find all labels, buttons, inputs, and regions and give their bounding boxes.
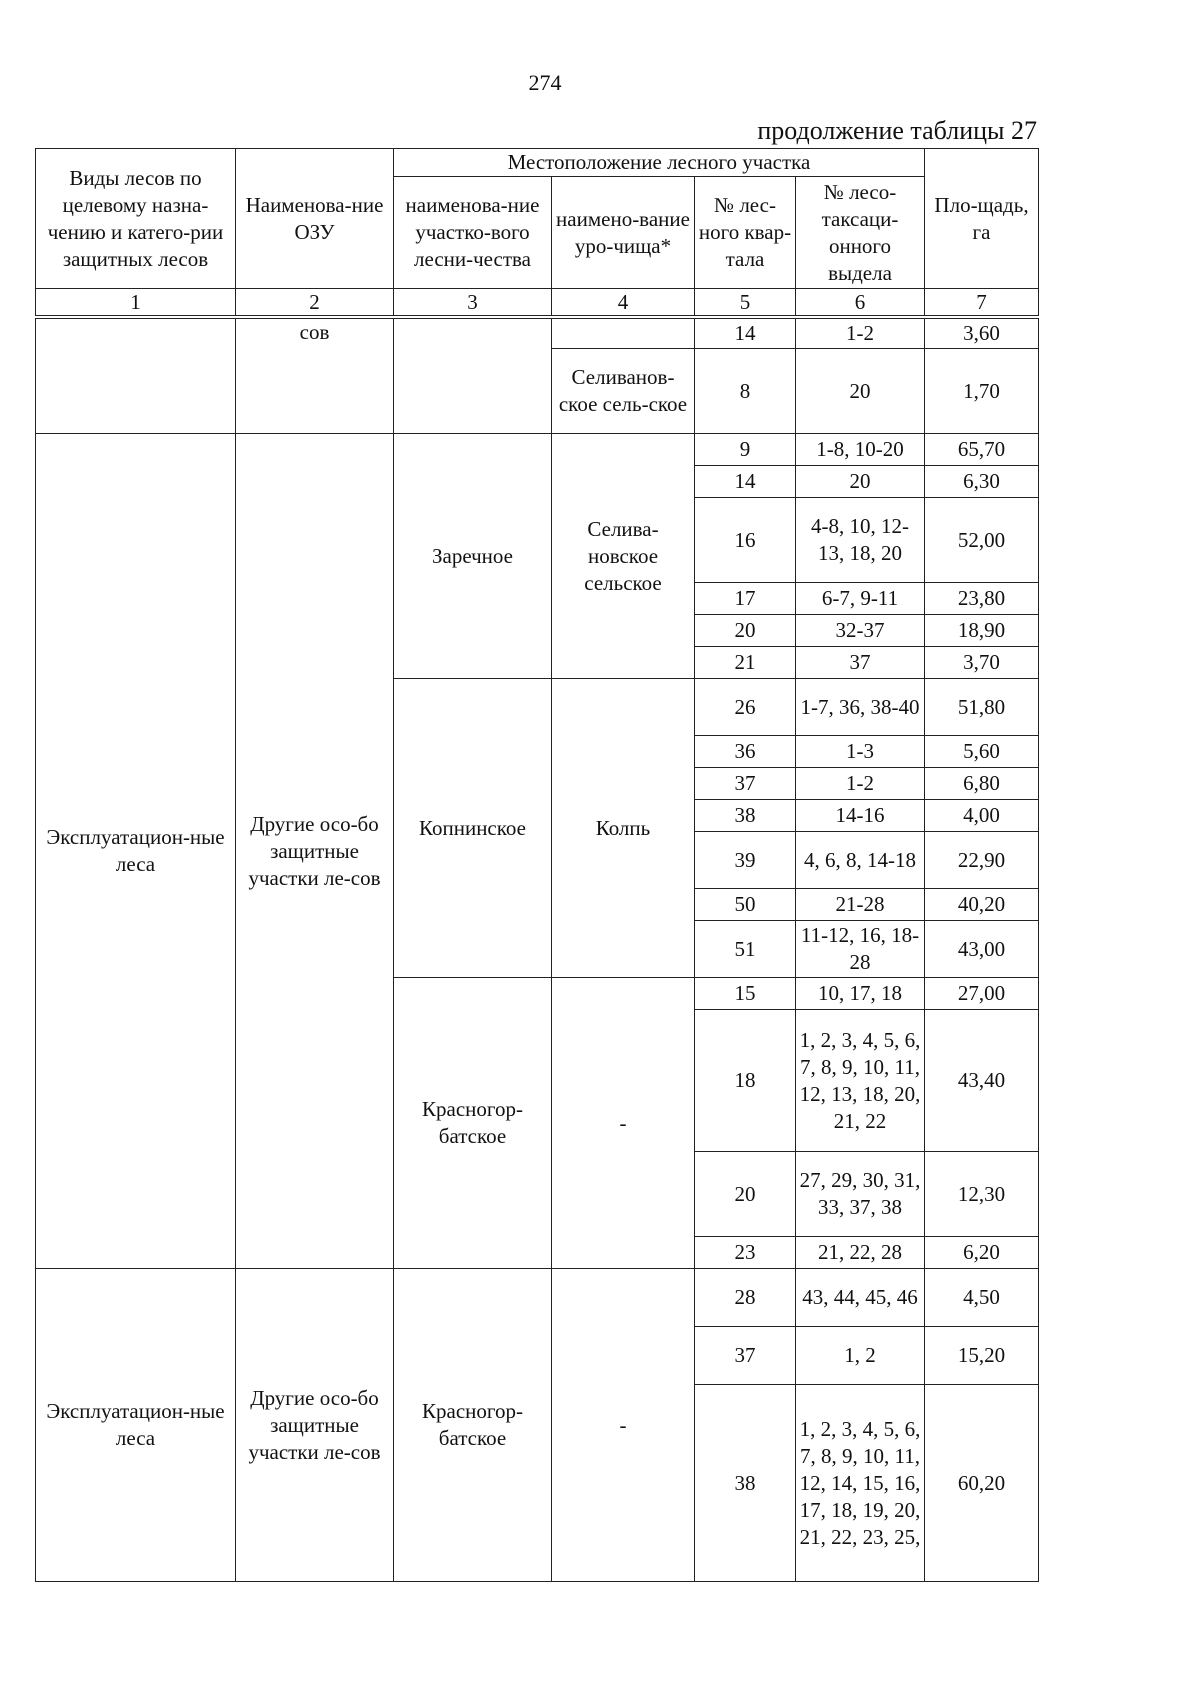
vydel-cell: 4-8, 10, 12-13, 18, 20	[796, 498, 925, 583]
urochishche-cell: Селива-новское сельское	[552, 434, 695, 679]
vydel-cell: 14-16	[796, 800, 925, 832]
header-lesnichestvo: наименова-ние участко-вого лесни-чества	[394, 177, 552, 289]
lesnichestvo-cell	[394, 317, 552, 434]
vydel-cell: 32-37	[796, 615, 925, 647]
area-cell: 15,20	[925, 1327, 1039, 1385]
kvartal-cell: 9	[695, 434, 796, 466]
vydel-cell: 1-2	[796, 317, 925, 349]
kvartal-cell: 8	[695, 349, 796, 434]
area-cell: 18,90	[925, 615, 1039, 647]
kvartal-cell: 39	[695, 832, 796, 889]
vydel-cell: 1-2	[796, 768, 925, 800]
area-cell: 43,40	[925, 1010, 1039, 1152]
area-cell: 4,50	[925, 1269, 1039, 1327]
vydel-cell: 4, 6, 8, 14-18	[796, 832, 925, 889]
area-cell: 4,00	[925, 800, 1039, 832]
vydel-cell: 27, 29, 30, 31, 33, 37, 38	[796, 1152, 925, 1237]
kvartal-cell: 14	[695, 317, 796, 349]
page-number: 274	[528, 70, 562, 95]
header-ozu: Наименова-ние ОЗУ	[236, 149, 394, 289]
vydel-cell: 21, 22, 28	[796, 1237, 925, 1269]
vydel-cell: 1-3	[796, 736, 925, 768]
forest-plots-table	[35, 148, 1039, 1582]
column-number: 5	[695, 289, 796, 317]
header-forest-type: Виды лесов по целевому назна-чению и катего-рии защитных лесов	[36, 149, 236, 289]
kvartal-cell: 38	[695, 1385, 796, 1582]
kvartal-cell: 37	[695, 768, 796, 800]
area-cell: 23,80	[925, 583, 1039, 615]
kvartal-cell: 51	[695, 921, 796, 978]
column-number: 3	[394, 289, 552, 317]
vydel-cell: 1, 2	[796, 1327, 925, 1385]
header-area: Пло-щадь, га	[925, 149, 1039, 289]
area-cell: 22,90	[925, 832, 1039, 889]
header-kvartal: № лес-ного квар-тала	[695, 177, 796, 289]
lesnichestvo-cell: Копнинское	[394, 679, 552, 978]
vydel-cell: 20	[796, 349, 925, 434]
column-number: 1	[36, 289, 236, 317]
vydel-cell: 1-7, 36, 38-40	[796, 679, 925, 736]
area-cell: 52,00	[925, 498, 1039, 583]
kvartal-cell: 15	[695, 978, 796, 1010]
column-number: 2	[236, 289, 394, 317]
kvartal-cell: 36	[695, 736, 796, 768]
lesnichestvo-cell: Красногор-батское	[394, 1269, 552, 1582]
vydel-cell: 1-8, 10-20	[796, 434, 925, 466]
area-cell: 3,60	[925, 317, 1039, 349]
urochishche-cell: Селиванов-ское сель-ское	[552, 349, 695, 434]
kvartal-cell: 14	[695, 466, 796, 498]
kvartal-cell: 37	[695, 1327, 796, 1385]
vydel-cell: 10, 17, 18	[796, 978, 925, 1010]
area-cell: 65,70	[925, 434, 1039, 466]
area-cell: 1,70	[925, 349, 1039, 434]
area-cell: 51,80	[925, 679, 1039, 736]
vydel-cell: 21-28	[796, 889, 925, 921]
vydel-cell: 20	[796, 466, 925, 498]
area-cell: 6,20	[925, 1237, 1039, 1269]
kvartal-cell: 28	[695, 1269, 796, 1327]
urochishche-cell: -	[552, 1269, 695, 1582]
area-cell: 6,30	[925, 466, 1039, 498]
area-cell: 60,20	[925, 1385, 1039, 1582]
lesnichestvo-cell: Красногор-батское	[394, 978, 552, 1269]
area-cell: 43,00	[925, 921, 1039, 978]
header-location-group: Местоположение лесного участка	[394, 149, 925, 177]
area-cell: 6,80	[925, 768, 1039, 800]
vydel-cell: 6-7, 9-11	[796, 583, 925, 615]
urochishche-cell	[552, 317, 695, 349]
column-number: 6	[796, 289, 925, 317]
header-vydel: № лесо-таксаци-онного выдела	[796, 177, 925, 289]
ozu-cell: сов	[236, 317, 394, 434]
area-cell: 27,00	[925, 978, 1039, 1010]
kvartal-cell: 21	[695, 647, 796, 679]
vydel-cell: 43, 44, 45, 46	[796, 1269, 925, 1327]
ozu-cell: Другие осо-бо защитные участки ле-сов	[236, 1269, 394, 1582]
area-cell: 40,20	[925, 889, 1039, 921]
vydel-cell: 11-12, 16, 18-28	[796, 921, 925, 978]
area-cell: 3,70	[925, 647, 1039, 679]
urochishche-cell: -	[552, 978, 695, 1269]
kvartal-cell: 38	[695, 800, 796, 832]
lesnichestvo-cell: Заречное	[394, 434, 552, 679]
vydel-cell: 1, 2, 3, 4, 5, 6, 7, 8, 9, 10, 11, 12, 13, 18, 20, 21, 22	[796, 1010, 925, 1152]
continuation-title: продолжение таблицы 27	[757, 116, 1037, 145]
forest-type-cell	[36, 317, 236, 434]
kvartal-cell: 17	[695, 583, 796, 615]
kvartal-cell: 20	[695, 1152, 796, 1237]
forest-type-cell: Эксплуатацион-ные леса	[36, 434, 236, 1269]
forest-type-cell: Эксплуатацион-ные леса	[36, 1269, 236, 1582]
column-number: 7	[925, 289, 1039, 317]
kvartal-cell: 26	[695, 679, 796, 736]
vydel-cell: 37	[796, 647, 925, 679]
vydel-cell: 1, 2, 3, 4, 5, 6, 7, 8, 9, 10, 11, 12, 14, 15, 16, 17, 18, 19, 20, 21, 22, 23, 25,	[796, 1385, 925, 1582]
kvartal-cell: 18	[695, 1010, 796, 1152]
area-cell: 12,30	[925, 1152, 1039, 1237]
area-cell: 5,60	[925, 736, 1039, 768]
kvartal-cell: 20	[695, 615, 796, 647]
header-urochishche: наимено-вание уро-чища*	[552, 177, 695, 289]
urochishche-cell: Колпь	[552, 679, 695, 978]
kvartal-cell: 23	[695, 1237, 796, 1269]
kvartal-cell: 50	[695, 889, 796, 921]
ozu-cell: Другие осо-бо защитные участки ле-сов	[236, 434, 394, 1269]
kvartal-cell: 16	[695, 498, 796, 583]
column-number: 4	[552, 289, 695, 317]
